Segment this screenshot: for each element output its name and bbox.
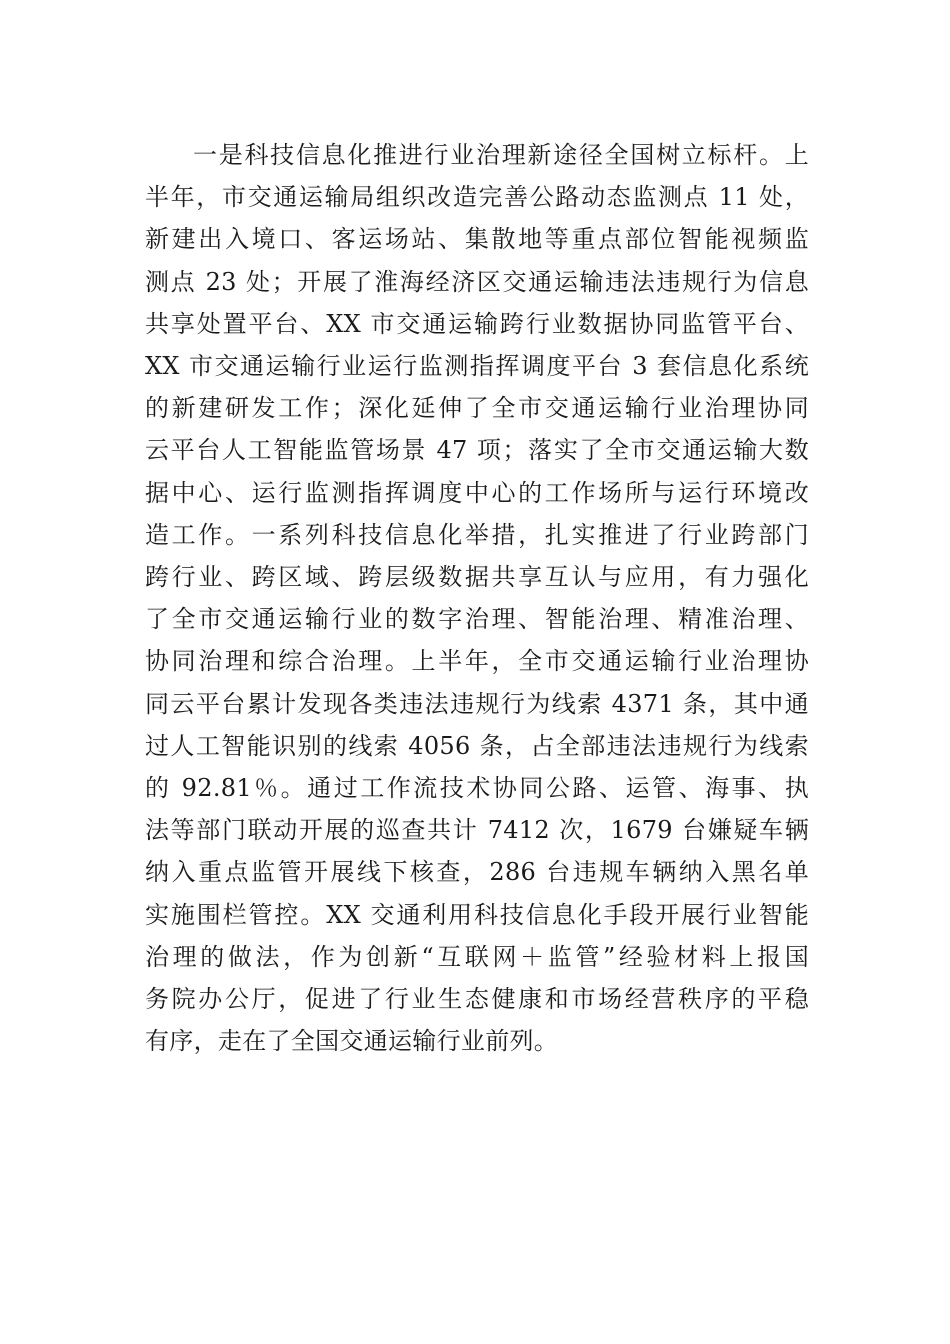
paragraph-line: 测点 23 处；开展了淮海经济区交通运输违法违规行为信息 xyxy=(145,267,809,296)
paragraph-line: 半年，市交通运输局组织改造完善公路动态监测点 11 处， xyxy=(145,183,809,212)
paragraph-line: 一是科技信息化推进行业治理新途径全国树立标杆。上 xyxy=(193,141,809,169)
paragraph-line: 的新建研发工作；深化延伸了全市交通运输行业治理协同 xyxy=(145,394,809,423)
paragraph-line: 治理的做法，作为创新“互联网＋监管”经验材料上报国 xyxy=(145,942,809,971)
paragraph-line: 新建出入境口、客运场站、集散地等重点部位智能视频监 xyxy=(145,225,809,254)
paragraph-line: 了全市交通运输行业的数字治理、智能治理、精准治理、 xyxy=(145,605,809,634)
paragraph-line: 的 92.81％。通过工作流技术协同公路、运管、海事、执 xyxy=(145,774,809,803)
paragraph-line: 协同治理和综合治理。上半年，全市交通运输行业治理协 xyxy=(145,647,809,676)
paragraph-line: 务院办公厅，促进了行业生态健康和市场经营秩序的平稳 xyxy=(145,985,809,1014)
paragraph-line: 纳入重点监管开展线下核查，286 台违规车辆纳入黑名单 xyxy=(145,858,809,887)
body-paragraph xyxy=(145,134,809,1062)
paragraph-line: XX 市交通运输行业运行监测指挥调度平台 3 套信息化系统 xyxy=(145,352,809,381)
paragraph-line: 法等部门联动开展的巡查共计 7412 次，1679 台嫌疑车辆 xyxy=(145,816,809,845)
paragraph-line: 过人工智能识别的线索 4056 条，占全部违法违规行为线索 xyxy=(145,731,809,760)
paragraph-line: 据中心、运行监测指挥调度中心的工作场所与运行环境改 xyxy=(145,478,809,507)
paragraph-line: 共享处置平台、XX 市交通运输跨行业数据协同监管平台、 xyxy=(145,309,809,338)
paragraph-line: 实施围栏管控。XX 交通利用科技信息化手段开展行业智能 xyxy=(145,900,809,929)
paragraph-line: 跨行业、跨区域、跨层级数据共享互认与应用，有力强化 xyxy=(145,563,809,592)
paragraph-line: 有序，走在了全国交通运输行业前列。 xyxy=(145,1027,559,1056)
paragraph-line: 造工作。一系列科技信息化举措，扎实推进了行业跨部门 xyxy=(145,520,809,549)
paragraph-line: 云平台人工智能监管场景 47 项；落实了全市交通运输大数 xyxy=(145,436,809,465)
paragraph-line: 同云平台累计发现各类违法违规行为线索 4371 条，其中通 xyxy=(145,689,809,718)
